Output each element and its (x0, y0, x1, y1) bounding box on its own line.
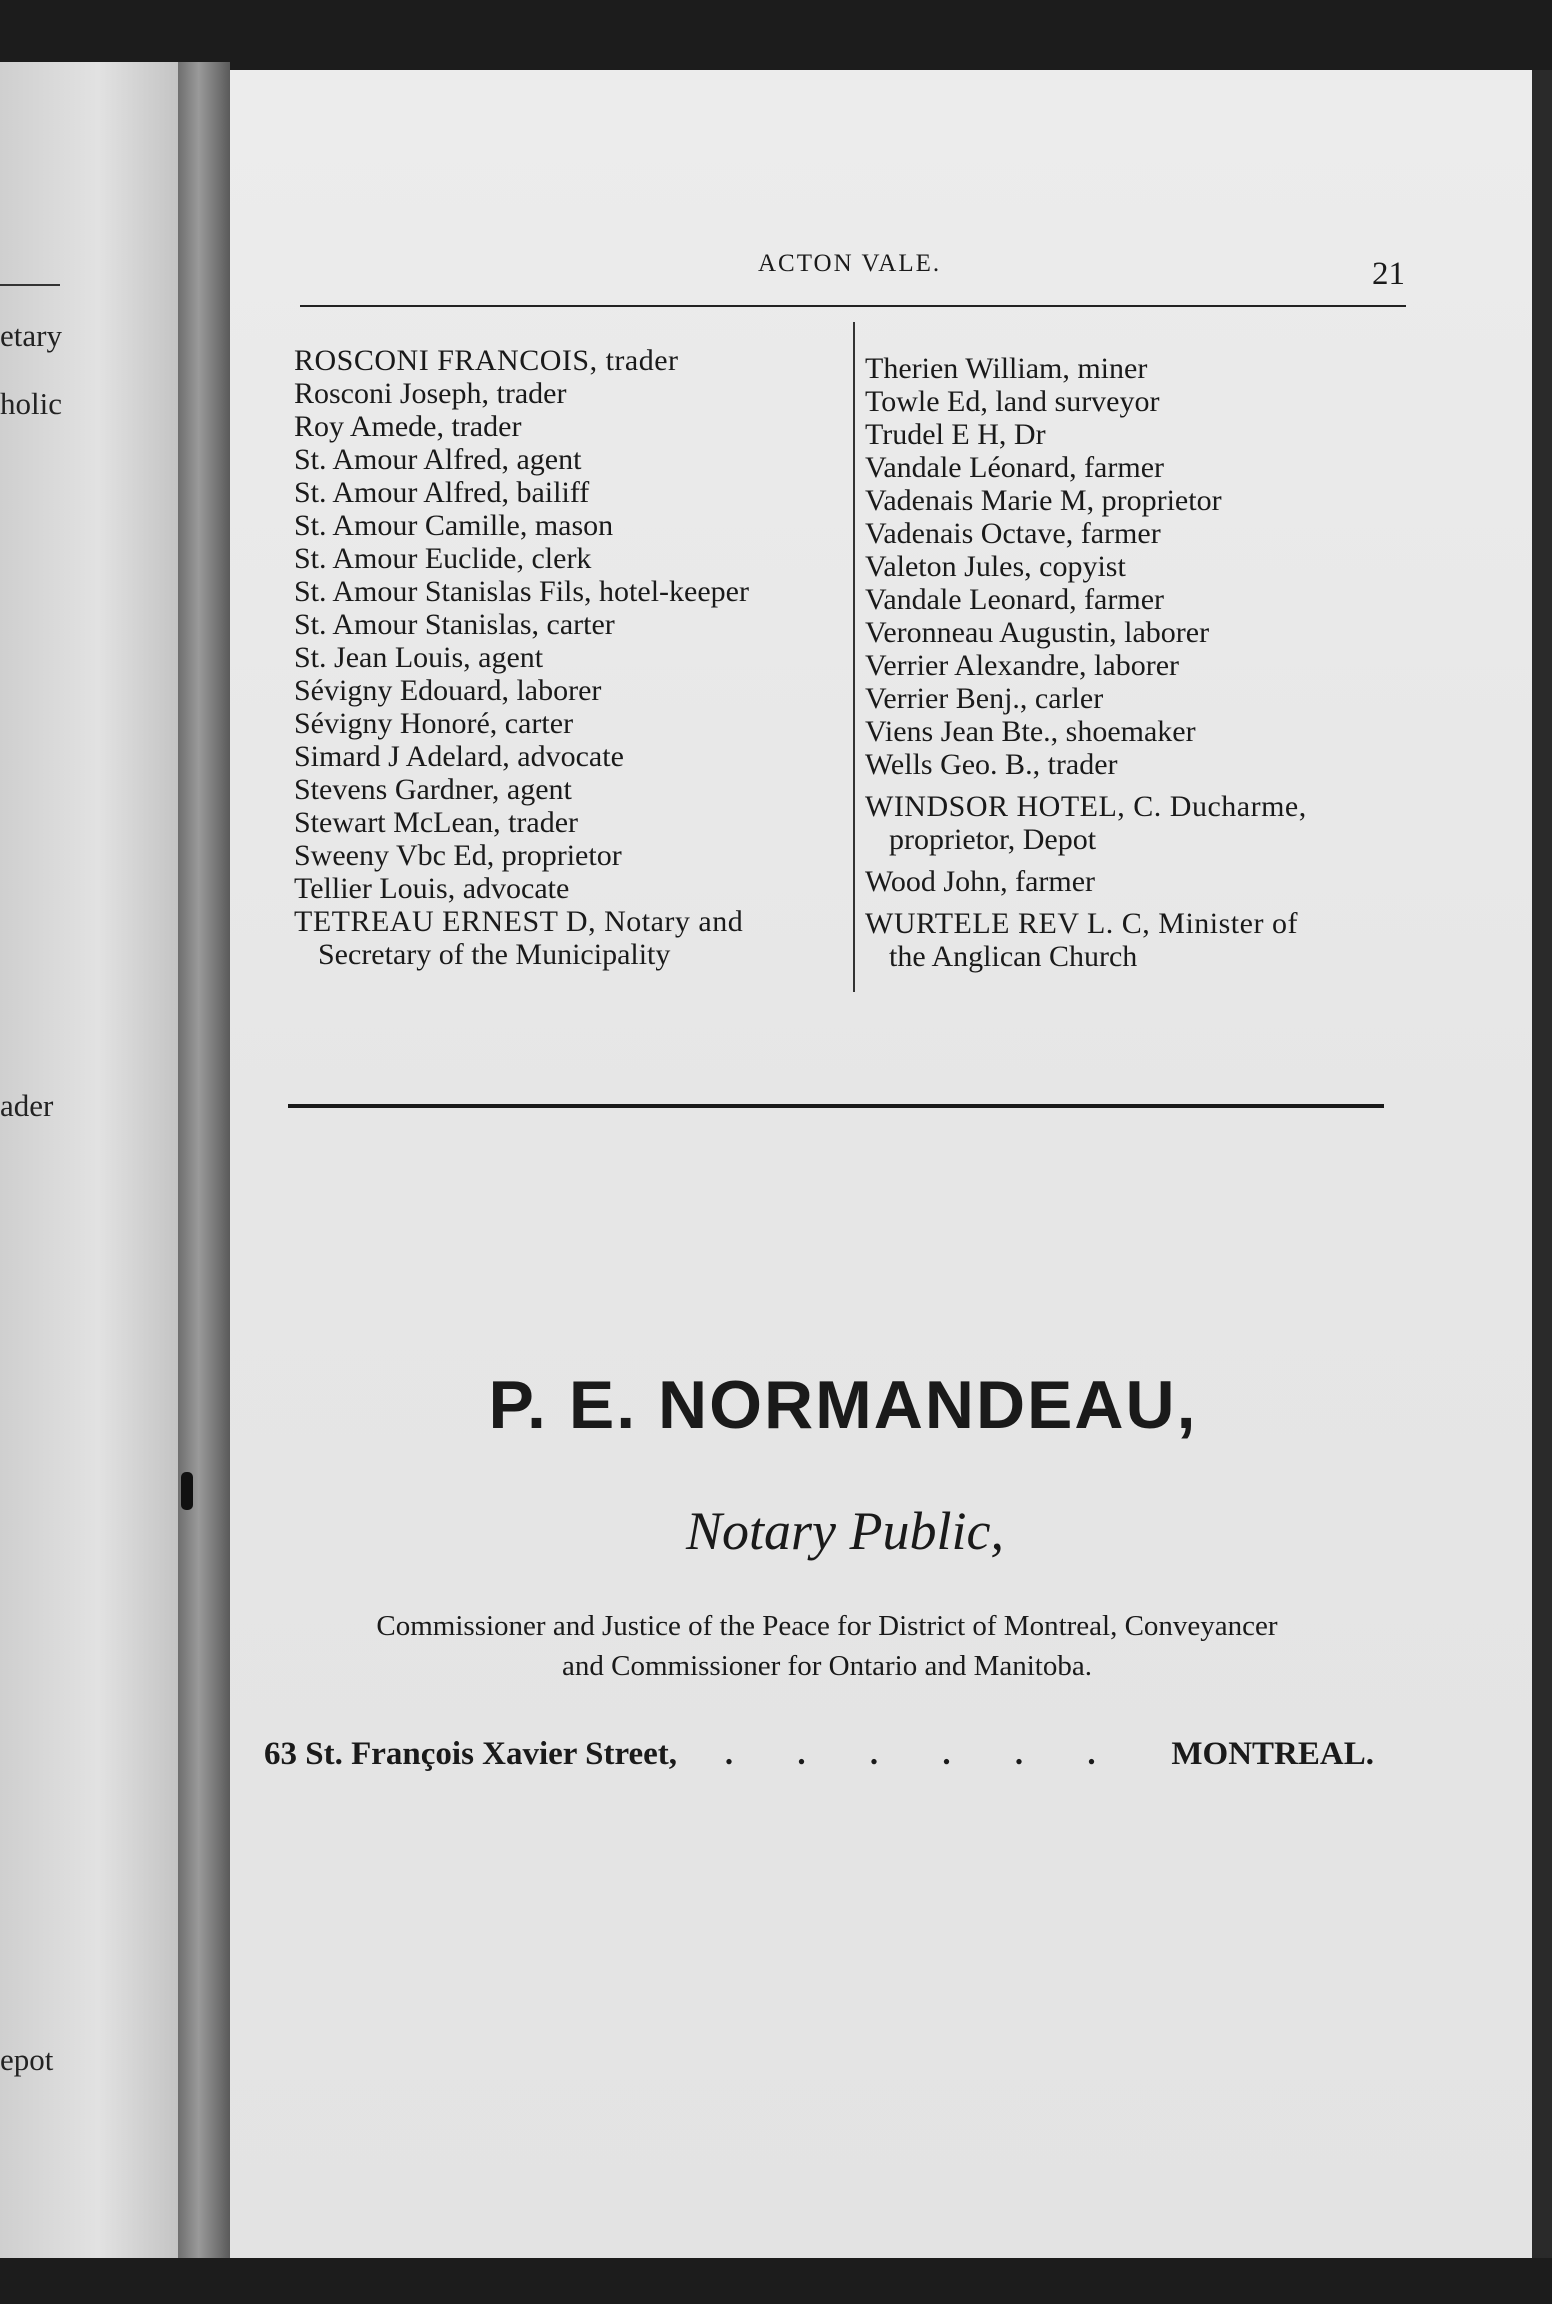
directory-entry: St. Amour Stanislas, carter (294, 608, 615, 641)
page-number: 21 (1372, 256, 1405, 292)
directory-column-left (294, 344, 840, 971)
directory-entry: Vadenais Octave, farmer (865, 517, 1161, 550)
directory-entry: Therien William, miner (865, 352, 1148, 385)
directory-entry: Vandale Leonard, farmer (865, 583, 1165, 616)
directory-entry: Wood John, farmer (865, 865, 1096, 898)
column-divider (853, 322, 855, 992)
directory-entry-continuation: Secretary of the Municipality (318, 938, 671, 971)
directory-entry: Towle Ed, land surveyor (865, 385, 1160, 418)
directory-entry: Stevens Gardner, agent (294, 773, 572, 806)
city: MONTREAL. (1171, 1736, 1374, 1772)
left-page-text: ader (0, 1088, 54, 1123)
directory-entry: ROSCONI FRANCOIS, trader (294, 344, 679, 377)
page-bottom-edge (0, 2258, 1552, 2304)
directory-entry: St. Jean Louis, agent (294, 641, 544, 674)
header-rule (300, 305, 1406, 307)
directory-entry-continuation: proprietor, Depot (889, 823, 1097, 856)
book-gutter (178, 62, 230, 2258)
directory-entry: St. Amour Alfred, agent (294, 443, 582, 476)
advertiser-name: P. E. NORMANDEAU, (488, 1367, 1198, 1443)
left-page-text: epot (0, 2042, 54, 2077)
section-separator (288, 1104, 1384, 1108)
leader-dots: . . . . . . (724, 1736, 1124, 1772)
directory-entry: St. Amour Euclide, clerk (294, 542, 592, 575)
directory-entry: Rosconi Joseph, trader (294, 377, 567, 410)
advertiser-address-line (264, 1736, 1374, 1773)
gutter-mark (181, 1472, 193, 1510)
directory-entry: Vadenais Marie M, proprietor (865, 484, 1222, 517)
advertiser-description (262, 1606, 1392, 1686)
directory-entry: Stewart McLean, trader (294, 806, 579, 839)
left-page-rule (0, 284, 60, 286)
directory-entry: Simard J Adelard, advocate (294, 740, 624, 773)
directory-entry: TETREAU ERNEST D, Notary and (294, 905, 744, 938)
directory-entry: Wells Geo. B., trader (865, 748, 1118, 781)
advertiser-title: Notary Public, (686, 1501, 1004, 1561)
left-page-text: etary (0, 318, 62, 353)
directory-entry: St. Amour Stanislas Fils, hotel-keeper (294, 575, 749, 608)
left-page-text: holic (0, 386, 62, 421)
directory-entry: St. Amour Alfred, bailiff (294, 476, 590, 509)
directory-entry: Verrier Alexandre, laborer (865, 649, 1180, 682)
directory-entry: Vandale Léonard, farmer (865, 451, 1165, 484)
directory-entry: Valeton Jules, copyist (865, 550, 1126, 583)
directory-entry: St. Amour Camille, mason (294, 509, 614, 542)
running-header: ACTON VALE. (758, 250, 942, 277)
description-line: and Commissioner for Ontario and Manitoba. (562, 1650, 1092, 1682)
directory-entry: Sweeny Vbc Ed, proprietor (294, 839, 622, 872)
directory-entry: WURTELE REV L. C, Minister of (865, 907, 1298, 940)
directory-entry: Sévigny Honoré, carter (294, 707, 574, 740)
left-page-fragment (0, 62, 178, 2258)
directory-column-right (865, 352, 1405, 973)
directory-entry: Veronneau Augustin, laborer (865, 616, 1210, 649)
directory-entry: WINDSOR HOTEL, C. Ducharme, (865, 790, 1307, 823)
page-edge (1532, 70, 1552, 2258)
directory-entry: Sévigny Edouard, laborer (294, 674, 602, 707)
street-address: 63 St. François Xavier Street, (264, 1736, 678, 1772)
directory-entry: Viens Jean Bte., shoemaker (865, 715, 1196, 748)
description-line: Commissioner and Justice of the Peace for District of Montreal, Conveyancer (376, 1610, 1278, 1642)
directory-entry-continuation: the Anglican Church (889, 940, 1138, 973)
directory-entry: Roy Amede, trader (294, 410, 522, 443)
directory-entry: Tellier Louis, advocate (294, 872, 570, 905)
directory-entry: Trudel E H, Dr (865, 418, 1046, 451)
directory-entry: Verrier Benj., carler (865, 682, 1104, 715)
